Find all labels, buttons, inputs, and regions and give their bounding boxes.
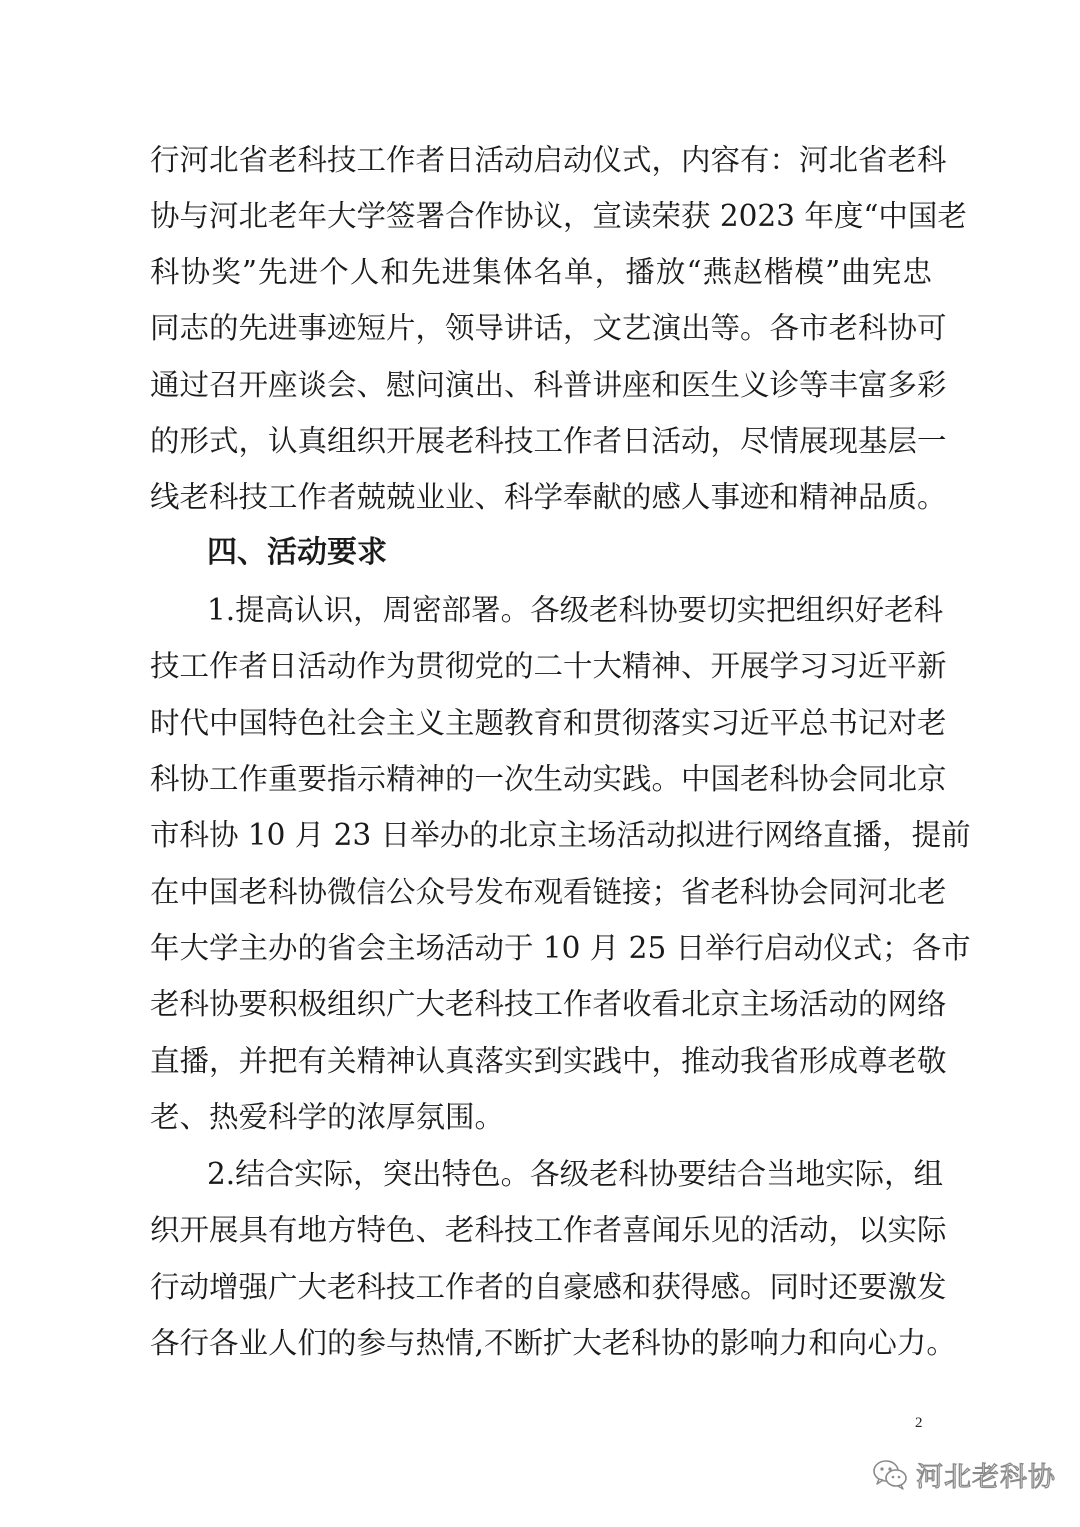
paragraph-line: 1.提高认识，周密部署。各级老科协要切实把组织好老科 xyxy=(207,593,944,627)
paragraph-line: 织开展具有地方特色、老科技工作者喜闻乐见的活动，以实际 xyxy=(150,1213,947,1247)
paragraph-line: 直播，并把有关精神认真落实到实践中，推动我省形成尊老敬 xyxy=(150,1044,947,1078)
paragraph-line: 的形式，认真组织开展老科技工作者日活动，尽情展现基层一 xyxy=(150,424,947,458)
watermark-text: 河北老科协 xyxy=(916,1461,1056,1493)
paragraph-line: 线老科技工作者兢兢业业、科学奉献的感人事迹和精神品质。 xyxy=(150,480,947,514)
paragraph-line: 行动增强广大老科技工作者的自豪感和获得感。同时还要激发 xyxy=(150,1270,947,1304)
paragraph-line: 技工作者日活动作为贯彻党的二十大精神、开展学习习近平新 xyxy=(150,649,947,683)
paragraph-line: 协与河北老年大学签署合作协议，宣读荣获 2023 年度“中国老 xyxy=(150,199,967,233)
paragraph-line: 老科协要积极组织广大老科技工作者收看北京主场活动的网络 xyxy=(150,987,947,1021)
paragraph-line: 年大学主办的省会主场活动于 10 月 25 日举行启动仪式；各市 xyxy=(150,931,971,965)
paragraph-line: 老、热爱科学的浓厚氛围。 xyxy=(150,1100,505,1134)
paragraph-line: 在中国老科协微信公众号发布观看链接；省老科协会同河北老 xyxy=(150,875,947,909)
paragraph-line: 同志的先进事迹短片，领导讲话，文艺演出等。各市老科协可 xyxy=(150,311,947,345)
paragraph-line: 市科协 10 月 23 日举办的北京主场活动拟进行网络直播，提前 xyxy=(150,818,971,852)
section-heading: 四、活动要求 xyxy=(207,535,387,570)
wechat-icon xyxy=(872,1458,908,1490)
paragraph-line: 通过召开座谈会、慰问演出、科普讲座和医生义诊等丰富多彩 xyxy=(150,368,947,402)
paragraph-line: 行河北省老科技工作者日活动启动仪式，内容有：河北省老科 xyxy=(150,143,947,177)
paragraph-line: 科协工作重要指示精神的一次生动实践。中国老科协会同北京 xyxy=(150,762,947,796)
watermark xyxy=(872,1452,1056,1496)
page-number: 2 xyxy=(915,1415,923,1431)
paragraph-line: 时代中国特色社会主义主题教育和贯彻落实习近平总书记对老 xyxy=(150,706,947,740)
paragraph-line: 科协奖”先进个人和先进集体名单，播放“燕赵楷模”曲宪忠 xyxy=(150,255,932,289)
paragraph-line: 2.结合实际，突出特色。各级老科协要结合当地实际，组 xyxy=(207,1157,944,1191)
paragraph-line: 各行各业人们的参与热情,不断扩大老科协的影响力和向心力。 xyxy=(150,1326,956,1360)
